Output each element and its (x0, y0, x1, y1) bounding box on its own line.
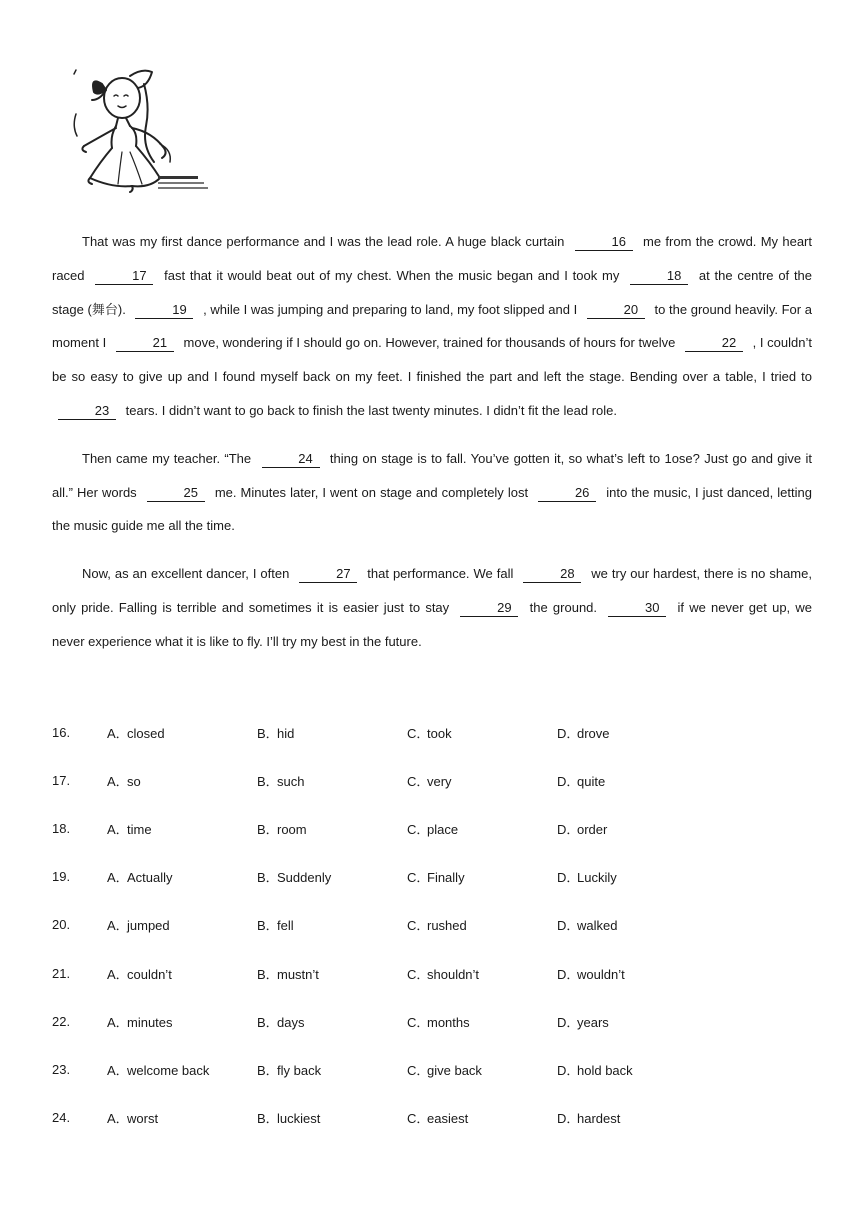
option-letter: D． (557, 821, 580, 837)
answer-option[interactable] (557, 867, 707, 886)
option-text: place (427, 821, 459, 837)
question-row (52, 708, 812, 756)
answer-option[interactable] (107, 1108, 257, 1127)
option-text: shouldn’t (427, 966, 480, 982)
passage-text: fast that it would beat out of my chest. When the music began and I took my (164, 267, 620, 283)
option-letter: A． (107, 1111, 129, 1127)
option-letter: A． (107, 966, 129, 982)
answer-option[interactable] (257, 771, 407, 790)
answer-blank: 29 (460, 600, 518, 617)
answer-option[interactable] (257, 723, 407, 742)
answer-option[interactable] (107, 771, 257, 790)
option-letter: B． (257, 870, 279, 886)
answer-option[interactable] (257, 915, 407, 934)
option-letter: D． (557, 1062, 580, 1078)
question-number: 20. (52, 917, 71, 933)
answer-blank: 23 (58, 403, 116, 420)
question-row (52, 756, 812, 804)
answer-blank: 24 (262, 451, 320, 468)
option-letter: B． (257, 1014, 279, 1030)
option-letter: B． (257, 773, 279, 789)
option-text: months (427, 1014, 470, 1030)
passage-text: , I couldn’t be so easy to give up and I found myself back on my feet. I finished the part and left the stage. Bending over a table, I tried to (52, 335, 812, 385)
answer-blank: 21 (116, 335, 174, 352)
answer-blank: 25 (147, 485, 205, 502)
answer-option[interactable] (257, 1012, 407, 1031)
dancer-drawing-icon (72, 66, 217, 196)
option-text: Luckily (577, 870, 617, 886)
option-text: fly back (277, 1062, 322, 1078)
answer-blank: 16 (575, 234, 633, 251)
option-letter: D． (557, 1111, 580, 1127)
option-text: very (427, 773, 452, 789)
passage-paragraph (52, 442, 812, 543)
answer-option[interactable] (557, 964, 707, 983)
question-number: 23. (52, 1061, 71, 1077)
answer-option[interactable] (407, 964, 557, 983)
answer-option[interactable] (407, 723, 557, 742)
option-text: worst (127, 1111, 159, 1127)
passage-text: that performance. We fall (367, 566, 514, 582)
answer-option[interactable] (407, 915, 557, 934)
option-letter: D． (557, 918, 580, 934)
answer-blank: 17 (95, 268, 153, 285)
passage-text: That was my first dance performance and I was the lead role. A huge black curtain (82, 234, 565, 249)
option-text: such (277, 773, 305, 789)
option-letter: B． (257, 725, 279, 741)
option-text: closed (127, 725, 165, 741)
answer-option[interactable] (407, 771, 557, 790)
option-letter: A． (107, 1062, 129, 1078)
passage-text: Now, as an excellent dancer, I often (82, 566, 290, 582)
option-text: days (277, 1014, 305, 1030)
option-text: give back (427, 1062, 482, 1078)
option-text: quite (577, 773, 606, 789)
answer-option[interactable] (557, 1108, 707, 1127)
option-letter: A． (107, 1014, 129, 1030)
option-text: order (577, 821, 608, 837)
option-text: time (127, 821, 152, 837)
passage-paragraph (52, 557, 812, 658)
option-letter: D． (557, 966, 580, 982)
passage-text: to the ground heavily. For a moment I (52, 301, 812, 351)
passage-text: me. Minutes later, I went on stage and completely lost (214, 484, 529, 500)
passage-paragraph (52, 225, 812, 428)
answer-option[interactable] (107, 819, 257, 838)
option-letter: B． (257, 1062, 279, 1078)
option-text: minutes (127, 1014, 173, 1030)
answer-blank: 18 (630, 268, 688, 285)
option-letter: A． (107, 821, 129, 837)
answer-blank: 20 (587, 302, 645, 319)
option-letter: C． (407, 725, 430, 741)
answer-option[interactable] (107, 867, 257, 886)
answer-blank: 19 (135, 302, 193, 319)
answer-blank: 26 (538, 485, 596, 502)
question-row (52, 804, 812, 852)
option-text: so (127, 773, 141, 789)
answer-option[interactable] (107, 915, 257, 934)
option-letter: A． (107, 773, 129, 789)
answer-option[interactable] (107, 1060, 257, 1079)
question-number: 17. (52, 772, 71, 788)
option-text: Suddenly (277, 870, 332, 886)
option-letter: C． (407, 821, 430, 837)
answer-blank: 27 (299, 566, 357, 583)
answer-option[interactable] (107, 723, 257, 742)
dancer-illustration (72, 66, 217, 196)
option-letter: C． (407, 773, 430, 789)
option-letter: A． (107, 725, 129, 741)
option-letter: D． (557, 725, 580, 741)
option-letter: B． (257, 918, 279, 934)
question-row (52, 997, 812, 1045)
option-text: hold back (577, 1062, 633, 1078)
passage-text: into the music, I just danced, letting the music guide me all the time. (52, 484, 812, 534)
question-row (52, 1045, 812, 1093)
answer-option[interactable] (407, 1108, 557, 1127)
passage-text: move, wondering if I should go on. However, trained for thousands of hours for twelve (183, 335, 676, 351)
answer-blank: 28 (523, 566, 581, 583)
passage-text: we try our hardest, there is no shame, only pride. Falling is terrible and sometimes it is easier just to stay (52, 566, 812, 615)
question-number: 22. (52, 1013, 71, 1029)
option-letter: D． (557, 1014, 580, 1030)
option-text: hid (277, 725, 295, 741)
option-text: wouldn’t (577, 966, 625, 982)
answer-option[interactable] (557, 1060, 707, 1079)
answer-option[interactable] (557, 1012, 707, 1031)
answer-option[interactable] (257, 964, 407, 983)
option-text: Finally (427, 870, 465, 886)
option-text: fell (277, 918, 294, 934)
option-text: Actually (127, 870, 173, 886)
answer-option[interactable] (257, 819, 407, 838)
option-text: drove (577, 725, 610, 741)
option-letter: C． (407, 1014, 430, 1030)
option-letter: B． (257, 966, 279, 982)
answer-option[interactable] (557, 771, 707, 790)
passage-text: the ground. (529, 599, 598, 615)
passage-text: if we never get up, we never experience what it is like to fly. I’ll try my best in the future. (52, 599, 812, 649)
cloze-passage (52, 225, 812, 673)
answer-option[interactable] (557, 915, 707, 934)
option-letter: C． (407, 966, 430, 982)
option-text: room (277, 821, 307, 837)
option-text: luckiest (277, 1111, 321, 1127)
question-number: 24. (52, 1110, 71, 1126)
answer-option[interactable] (557, 723, 707, 742)
question-number: 16. (52, 724, 71, 740)
question-row (52, 901, 812, 949)
option-letter: C． (407, 1062, 430, 1078)
passage-text: me from the crowd. My heart raced (52, 234, 812, 283)
passage-text: tears. I didn’t want to go back to finish the last twenty minutes. I didn’t fit the lead role. (125, 402, 617, 418)
option-text: welcome back (127, 1062, 210, 1078)
option-letter: A． (107, 870, 129, 886)
option-text: couldn’t (127, 966, 172, 982)
answer-option[interactable] (107, 1012, 257, 1031)
option-letter: C． (407, 1111, 430, 1127)
passage-text: , while I was jumping and preparing to land, my foot slipped and I (203, 301, 578, 317)
option-text: easiest (427, 1111, 469, 1127)
question-list (52, 708, 812, 1142)
question-number: 21. (52, 965, 71, 981)
option-letter: D． (557, 773, 580, 789)
question-number: 18. (52, 820, 71, 836)
answer-option[interactable] (407, 867, 557, 886)
option-letter: B． (257, 1111, 279, 1127)
question-row (52, 853, 812, 901)
answer-option[interactable] (407, 1060, 557, 1079)
passage-text: thing on stage is to fall. You’ve gotten it, so what’s left to 1ose? Just go and give it all.” Her words (52, 450, 812, 500)
answer-option[interactable] (257, 1108, 407, 1127)
option-text: walked (577, 918, 618, 934)
answer-blank: 30 (608, 600, 666, 617)
answer-option[interactable] (257, 867, 407, 886)
option-text: rushed (427, 918, 467, 934)
answer-option[interactable] (557, 819, 707, 838)
passage-text: Then came my teacher. “The (82, 450, 252, 466)
option-letter: C． (407, 870, 430, 886)
option-text: jumped (127, 918, 170, 934)
answer-option[interactable] (107, 964, 257, 983)
option-letter: D． (557, 870, 580, 886)
answer-option[interactable] (257, 1060, 407, 1079)
option-letter: C． (407, 918, 430, 934)
option-text: took (427, 725, 452, 741)
question-row (52, 949, 812, 997)
answer-blank: 22 (685, 335, 743, 352)
question-row (52, 1094, 812, 1142)
option-text: hardest (577, 1111, 621, 1127)
option-text: mustn’t (277, 966, 319, 982)
option-text: years (577, 1014, 609, 1030)
passage-text: at the centre of the stage (舞台). (52, 267, 813, 317)
question-number: 19. (52, 869, 71, 885)
option-letter: B． (257, 821, 279, 837)
option-letter: A． (107, 918, 129, 934)
answer-option[interactable] (407, 819, 557, 838)
answer-option[interactable] (407, 1012, 557, 1031)
